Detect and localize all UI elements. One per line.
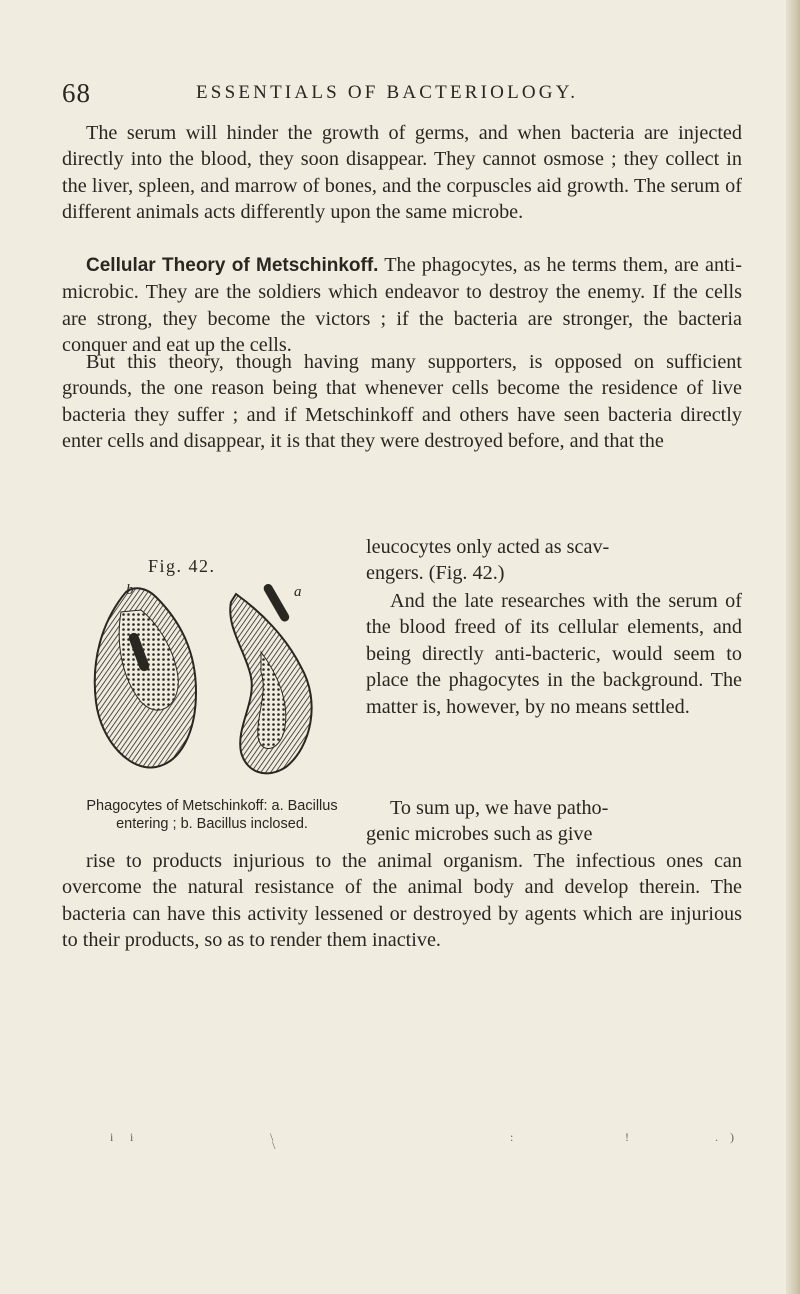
speck: . — [715, 1130, 718, 1144]
page-bottom-specks — [110, 1130, 750, 1150]
paragraph-serum: The serum will hinder the growth of germs, and when bacteria are injected directly into the blood, they soon disappear. They cannot osmose ; they collect in the liver, spleen, and marrow of bones, and the corpuscles aid growth. The serum of different animals acts differently upon the same microbe. — [62, 122, 742, 224]
speck: i — [130, 1130, 134, 1144]
figure-label: Fig. 42. — [148, 556, 216, 576]
page-edge-shadow — [786, 0, 800, 1294]
paragraph-researches: And the late researches with the serum of the blood freed of its cellular elements, and being directly anti-bacteric, would seem to place the phagocytes in the background. The matter is, however, by no means settled. — [366, 590, 742, 718]
speck: ! — [625, 1130, 629, 1144]
speck: : — [510, 1130, 514, 1144]
page-number: 68 — [62, 78, 91, 108]
section-heading: Cellular Theory of Metschinkoff. — [86, 255, 379, 276]
paragraph-opposition: But this theory, though having many supporters, is opposed on sufficient grounds, the one reason being that whenever cells become the residence of live bacteria they suffer ; and if Metschinkoff and others have seen bacteria directly enter cells and disappear, it is that they were destroyed before, and that the — [62, 351, 742, 453]
bacillus-entering — [262, 582, 291, 623]
speck: i — [110, 1130, 114, 1144]
speck: \ — [272, 1138, 276, 1152]
wrap-line-leucocytes: leucocytes only acted as scav- — [366, 536, 610, 558]
phagocytes-illustration — [86, 582, 356, 782]
speck: ) — [730, 1130, 734, 1144]
speck: \ — [270, 1130, 274, 1144]
page-header — [62, 78, 742, 108]
phagocyte-cell-a — [230, 582, 311, 773]
phagocyte-cell-b — [95, 588, 196, 767]
paragraph-summary: rise to products injurious to the animal organism. The infectious ones can overcome the natural resistance of the animal body and develop therein. The bacteria can have this activity lessened or destroyed by agents which are injurious to their products, so as to render them inactive. — [62, 850, 742, 952]
paragraph-cellular-theory-body: The phagocytes, as he terms them, are anti-microbic. They are the soldiers which endeavor to destroy the enemy. If the cells are strong, they become the victors ; if the bacteria are stronger, the bacteria conquer and eat up the cells. — [62, 254, 742, 357]
caption-line-1: Phagocytes of Metschinkoff: a. Bacillus — [86, 798, 338, 814]
wrap-line-pathogenic: genic microbes such as give — [366, 823, 593, 845]
figure-letter-b: b — [126, 582, 134, 598]
running-head: ESSENTIALS OF BACTERIOLOGY. — [196, 82, 579, 103]
wrap-line-sum-up: To sum up, we have patho- — [390, 797, 609, 819]
wrap-line-scavengers: engers. (Fig. 42.) — [366, 562, 505, 584]
caption-line-2: entering ; b. Bacillus inclosed. — [116, 816, 308, 832]
figure-caption — [62, 797, 362, 833]
figure-letter-a: a — [294, 584, 302, 600]
paragraph-cellular-theory — [62, 252, 742, 359]
